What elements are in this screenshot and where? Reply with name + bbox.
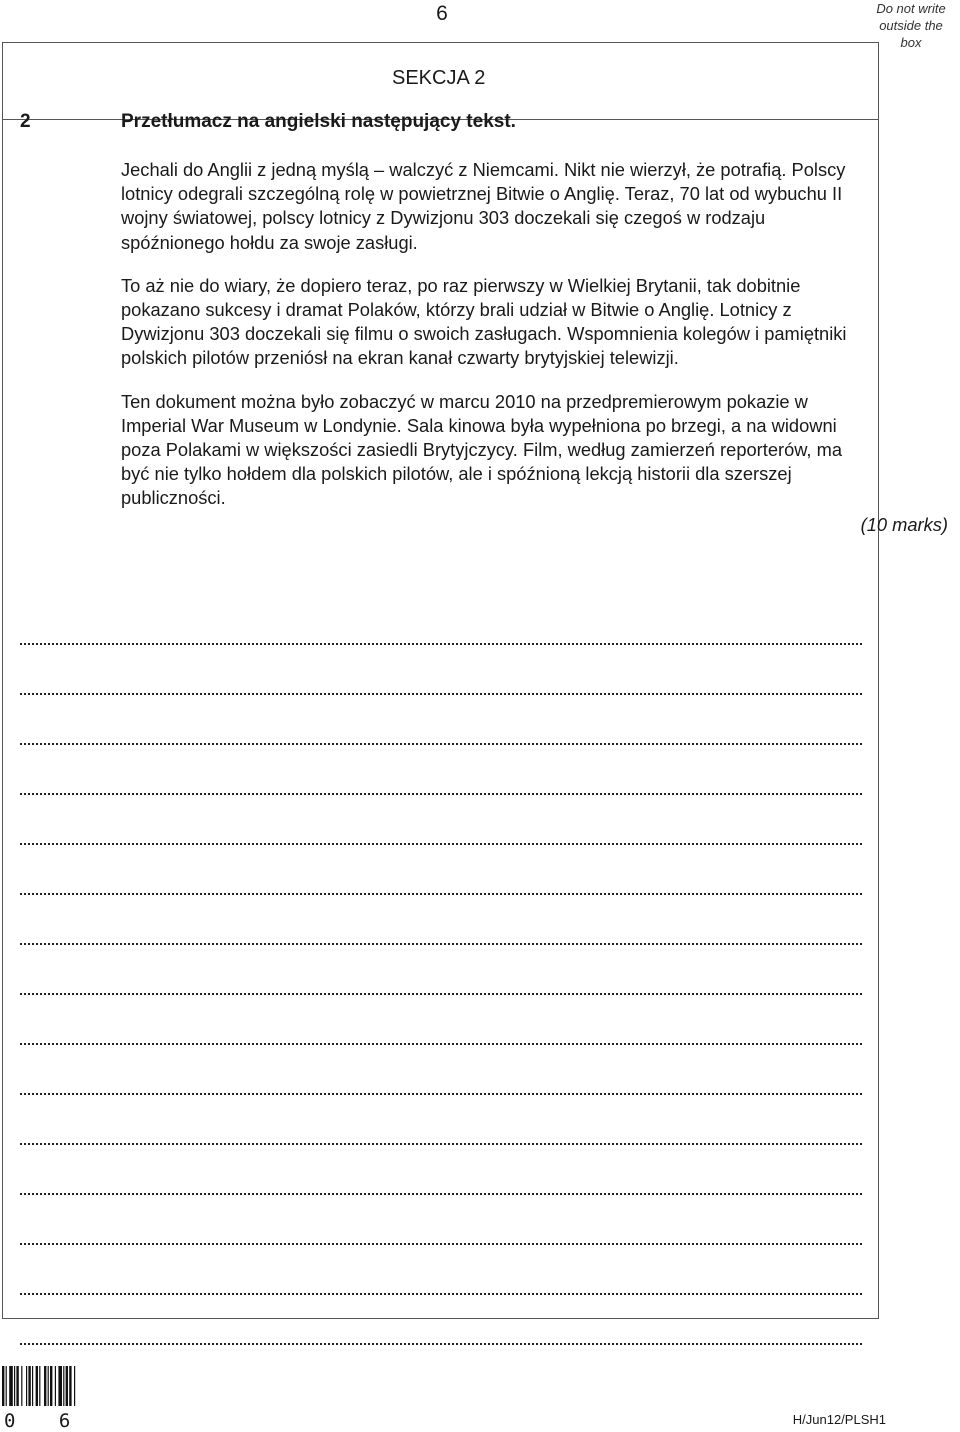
answer-line[interactable] [20, 995, 862, 1045]
answer-line[interactable] [20, 845, 862, 895]
barcode-icon [2, 1366, 100, 1406]
margin-note-line: outside the [879, 18, 943, 33]
answer-line[interactable] [20, 895, 862, 945]
answer-line[interactable] [20, 945, 862, 995]
answer-line[interactable] [20, 1295, 862, 1345]
passage-paragraph: To aż nie do wiary, że dopiero teraz, po raz pierwszy w Wielkiej Brytanii, tak dobitnie pokazano sukcesy i dramat Polaków, którzy brali udział w Bitwie o Anglię. Lotnicy z Dywizjonu 303 doczekali się filmu o swoich zasługach. Wspomnienia kolegów i pamiętniki polskich pilotów przeniósł na ekran kanał czwarty brytyjskiej telewizji. [121, 274, 847, 369]
margin-note-line: box [900, 35, 922, 50]
answer-line[interactable] [20, 1145, 862, 1195]
answer-line[interactable] [20, 695, 862, 745]
answer-line[interactable] [20, 1045, 862, 1095]
section-header [3, 43, 878, 120]
paper-reference: H/Jun12/PLSH1 [792, 1412, 886, 1427]
answer-line[interactable] [20, 645, 862, 695]
answer-line[interactable] [20, 795, 862, 845]
answer-line[interactable] [20, 1195, 862, 1245]
margin-note [868, 0, 954, 51]
answer-line[interactable] [20, 595, 862, 645]
answer-line[interactable] [20, 1245, 862, 1295]
margin-note-line: Do not write [876, 1, 946, 16]
passage-paragraph: Jechali do Anglii z jedną myślą – walczyć z Niemcami. Nikt nie wierzył, że potrafią. Polscy lotnicy odegrali szczególną rolę w powietrznej Bitwie o Anglię. Teraz, 70 lat od wybuchu II wojny światowej, polscy lotnicy z Dywizjonu 303 doczekali się czegoś w rodzaju spóźnionego hołdu za swoje zasługi. [121, 159, 846, 253]
page-number: 6 [436, 2, 448, 25]
answer-lines [20, 595, 862, 1345]
question-number: 2 [20, 111, 31, 132]
answer-line[interactable] [20, 745, 862, 795]
marks-label: (10 marks) [860, 514, 948, 535]
barcode-label: 0 6 [4, 1410, 87, 1432]
question-instruction: Przetłumacz na angielski następujący tekst. [121, 111, 516, 132]
source-passage [121, 158, 866, 530]
passage-paragraph: Ten dokument można było zobaczyć w marcu 2010 na przedpremierowym pokazie w Imperial War Museum w Londynie. Sala kinowa była wypełniona po brzegi, a na widowni poza Polakami w większości zasiedli Brytyjczycy. Film, według zamierzeń reporterów, ma być nie tylko hołdem dla polskich pilotów, ale i spóźnioną lekcją historii dla szerszej publiczności. [121, 390, 842, 509]
answer-line[interactable] [20, 1095, 862, 1145]
section-title: SEKCJA 2 [392, 67, 486, 89]
